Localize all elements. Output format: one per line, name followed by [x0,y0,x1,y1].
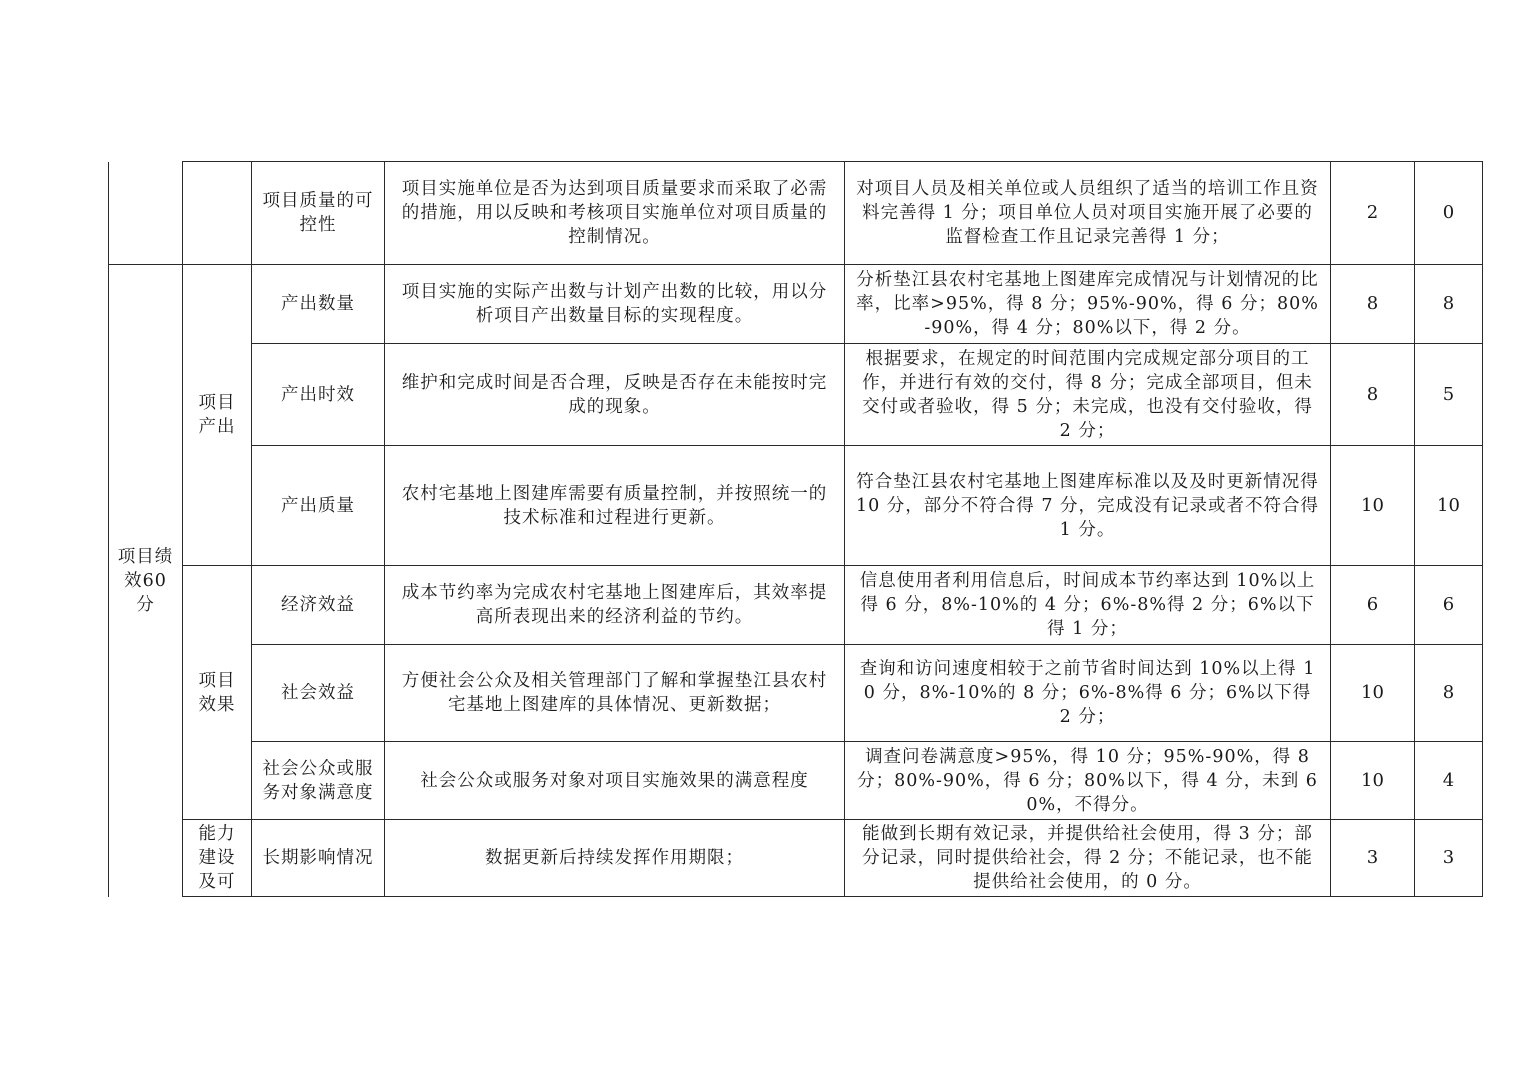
level2-category [183,265,252,566]
level1-cell-continued [109,162,183,265]
scoring-standard: 分析垫江县农村宅基地上图建库完成情况与计划情况的比率，比率>95%，得 8 分；95%-90%，得 6 分；80%-90%，得 4 分；80%以下，得 2 分。 [845,265,1331,344]
indicator-name: 产出质量 [252,446,385,566]
scoring-standard: 调查问卷满意度>95%，得 10 分；95%-90%，得 8 分；80%-90%，得 6 分；80%以下，得 4 分，未到 60%，不得分。 [845,742,1331,820]
actual-score: 8 [1415,645,1483,742]
level2-label: 项目产出 [198,393,236,437]
indicator-name: 产出时效 [252,344,385,446]
full-score: 3 [1331,820,1415,897]
indicator-name: 产出数量 [252,265,385,344]
table-row [109,742,1483,820]
table-row [109,446,1483,566]
indicator-name: 社会公众或服务对象满意度 [252,742,385,820]
indicator-description: 社会公众或服务对象对项目实施效果的满意程度 [385,742,845,820]
full-score: 10 [1331,446,1415,566]
indicator-name: 项目质量的可控性 [252,162,385,265]
table-row [109,265,1483,344]
table-row [109,344,1483,446]
actual-score: 6 [1415,566,1483,645]
level1-label: 项目绩效60 分 [117,546,174,615]
indicator-description: 方便社会公众及相关管理部门了解和掌握垫江县农村宅基地上图建库的具体情况、更新数据； [385,645,845,742]
indicator-description: 维护和完成时间是否合理，反映是否存在未能按时完成的现象。 [385,344,845,446]
indicator-description: 项目实施单位是否为达到项目质量要求而采取了必需的措施，用以反映和考核项目实施单位对项目质量的控制情况。 [385,162,845,265]
indicator-description: 成本节约率为完成农村宅基地上图建库后，其效率提高所表现出来的经济利益的节约。 [385,566,845,645]
level1-category [109,265,183,897]
level2-cell-continued [183,162,252,265]
actual-score: 4 [1415,742,1483,820]
indicator-description: 项目实施的实际产出数与计划产出数的比较，用以分析项目产出数量目标的实现程度。 [385,265,845,344]
scoring-standard: 根据要求，在规定的时间范围内完成规定部分项目的工作，并进行有效的交付，得 8 分；完成全部项目，但未交付或者验收，得 5 分；未完成，也没有交付验收，得 2 分； [845,344,1331,446]
performance-evaluation-table [108,161,1483,897]
indicator-description: 农村宅基地上图建库需要有质量控制，并按照统一的技术标准和过程进行更新。 [385,446,845,566]
scoring-standard: 符合垫江县农村宅基地上图建库标准以及及时更新情况得 10 分，部分不符合得 7 分，完成没有记录或者不符合得 1 分。 [845,446,1331,566]
table-row [109,162,1483,265]
full-score: 6 [1331,566,1415,645]
scoring-standard: 查询和访问速度相较于之前节省时间达到 10%以上得 10 分，8%-10%的 8 分；6%-8%得 6 分；6%以下得 2 分； [845,645,1331,742]
level2-label: 能力建设及可 [198,824,236,892]
actual-score: 0 [1415,162,1483,265]
indicator-name: 长期影响情况 [252,820,385,897]
table-row [109,566,1483,645]
full-score: 8 [1331,265,1415,344]
full-score: 8 [1331,344,1415,446]
full-score: 10 [1331,742,1415,820]
table-row [109,645,1483,742]
actual-score: 3 [1415,820,1483,897]
table-row [109,820,1483,897]
indicator-name: 经济效益 [252,566,385,645]
full-score: 2 [1331,162,1415,265]
scoring-standard: 信息使用者利用信息后，时间成本节约率达到 10%以上得 6 分，8%-10%的 4 分；6%-8%得 2 分；6%以下得 1 分； [845,566,1331,645]
actual-score: 10 [1415,446,1483,566]
full-score: 10 [1331,645,1415,742]
level2-category [183,820,252,897]
actual-score: 8 [1415,265,1483,344]
scoring-standard: 对项目人员及相关单位或人员组织了适当的培训工作且资料完善得 1 分；项目单位人员对项目实施开展了必要的监督检查工作且记录完善得 1 分； [845,162,1331,265]
indicator-description: 数据更新后持续发挥作用期限； [385,820,845,897]
scoring-standard: 能做到长期有效记录，并提供给社会使用，得 3 分；部分记录，同时提供给社会，得 2 分；不能记录，也不能提供给社会使用，的 0 分。 [845,820,1331,897]
actual-score: 5 [1415,344,1483,446]
level2-category [183,566,252,820]
level2-label: 项目效果 [198,670,236,715]
indicator-name: 社会效益 [252,645,385,742]
